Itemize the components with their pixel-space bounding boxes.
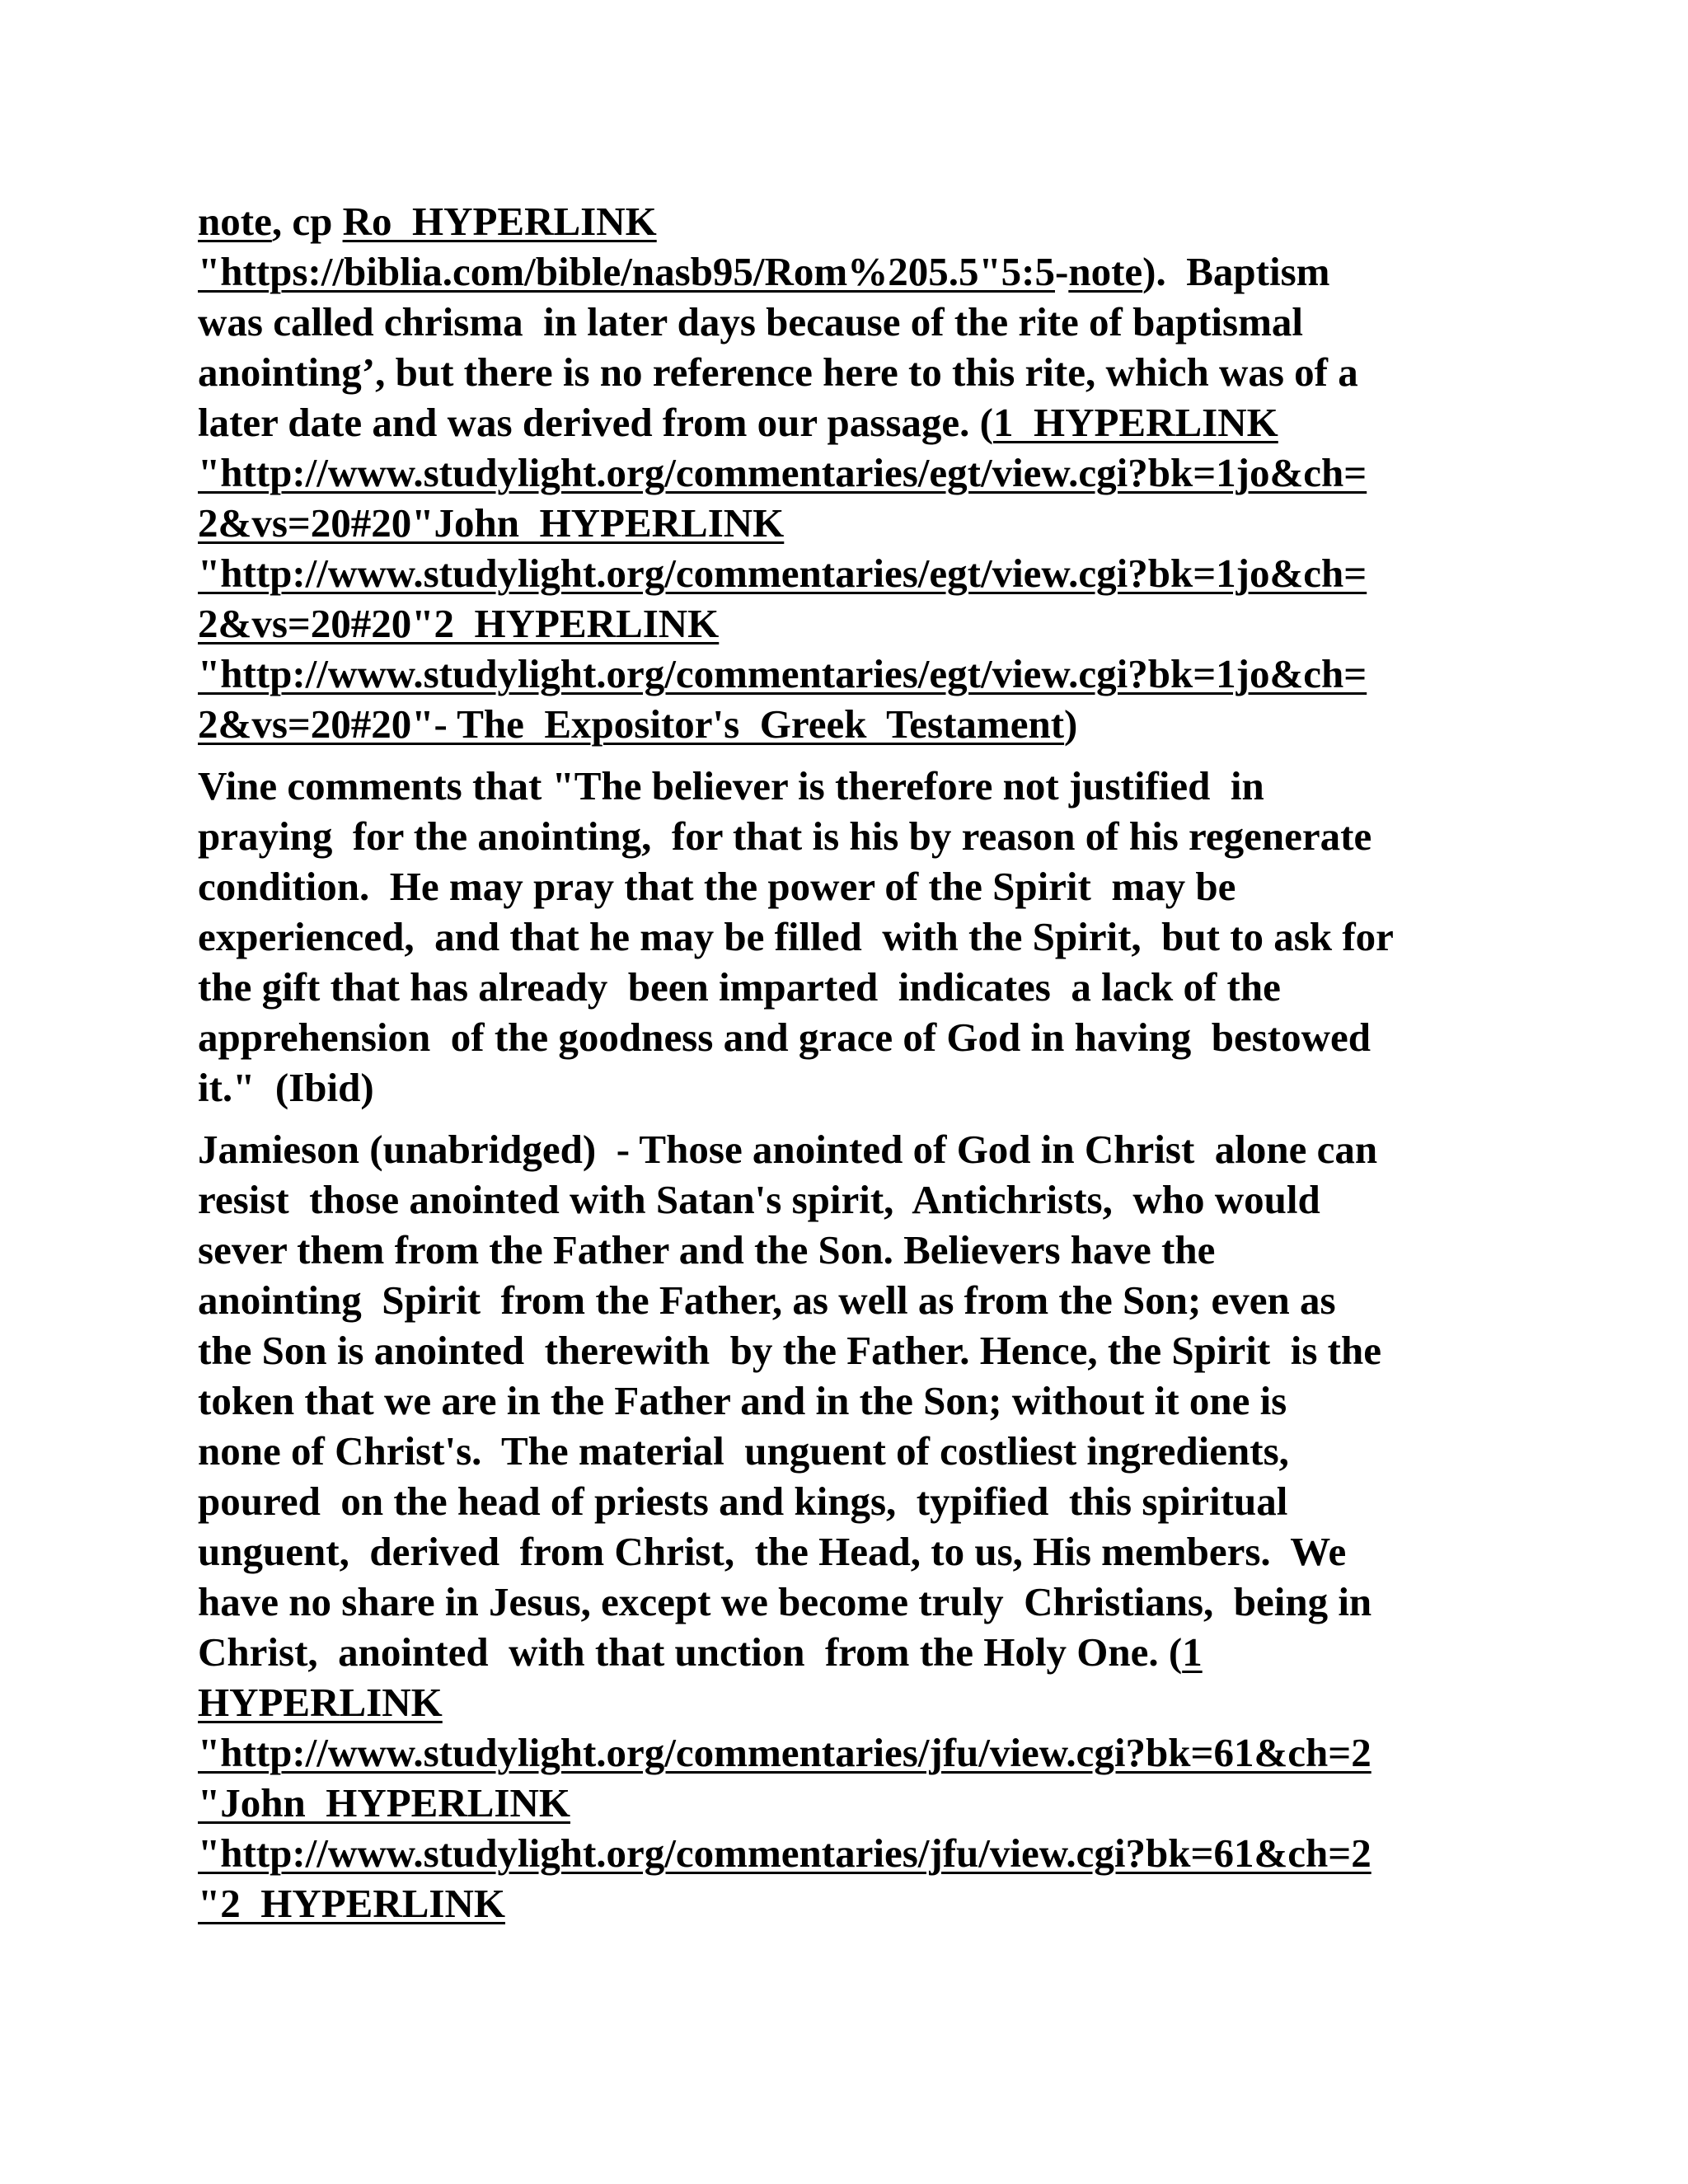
text-line: none of Christ's. The material unguent of costliest ingredients, xyxy=(198,1428,1289,1474)
note-link[interactable]: note xyxy=(1068,249,1143,294)
text-run: , cp xyxy=(271,199,343,244)
text-run: Christ, anointed with that unction from the Holy One. ( xyxy=(198,1629,1183,1675)
text-line: poured on the head of priests and kings, typified this spiritual xyxy=(198,1479,1288,1524)
text-line xyxy=(198,246,1500,297)
text-line: was called chrisma in later days because of the rite of baptismal xyxy=(198,299,1304,344)
text-line xyxy=(198,196,1500,246)
text-line: the gift that has already been imparted indicates a lack of the xyxy=(198,964,1281,1010)
hyperlink[interactable]: 2&vs=20#20"2 HYPERLINK xyxy=(198,601,720,646)
text-run: ). Baptism xyxy=(1142,249,1330,294)
text-run: - xyxy=(1054,249,1069,294)
text-line: Vine comments that "The believer is therefore not justified in xyxy=(198,763,1264,808)
text-line: sever them from the Father and the Son. Believers have the xyxy=(198,1227,1216,1272)
text-run: ) xyxy=(1064,701,1078,747)
text-line: the Son is anointed therewith by the Father. Hence, the Spirit is the xyxy=(198,1328,1381,1373)
hyperlink[interactable]: "https://biblia.com/bible/nasb95/Rom%205.5"5:5 xyxy=(198,249,1055,294)
text-line: have no share in Jesus, except we become truly Christians, being in xyxy=(198,1579,1372,1624)
text-line: it." (Ibid) xyxy=(198,1065,374,1110)
hyperlink[interactable]: "2 HYPERLINK xyxy=(198,1881,505,1926)
hyperlink[interactable]: "http://www.studylight.org/commentaries/jfu/view.cgi?bk=61&ch=2 xyxy=(198,1730,1372,1775)
text-line: condition. He may pray that the power of the Spirit may be xyxy=(198,864,1236,909)
hyperlink[interactable]: "http://www.studylight.org/commentaries/egt/view.cgi?bk=1jo&ch= xyxy=(198,651,1367,696)
hyperlink[interactable]: "http://www.studylight.org/commentaries/egt/view.cgi?bk=1jo&ch= xyxy=(198,450,1367,495)
text-line: Jamieson (unabridged) - Those anointed of God in Christ alone can xyxy=(198,1127,1378,1172)
text-line: anointing’, but there is no reference here to this rite, which was of a xyxy=(198,349,1358,395)
hyperlink[interactable]: 2&vs=20#20"John HYPERLINK xyxy=(198,500,785,546)
text-line: experienced, and that he may be filled with the Spirit, but to ask for xyxy=(198,914,1394,959)
text-line: praying for the anointing, for that is his by reason of his regenerate xyxy=(198,813,1372,859)
paragraph-vine xyxy=(198,761,1500,1113)
paragraph-spacer xyxy=(198,1113,1500,1124)
paragraph-spacer xyxy=(198,749,1500,761)
hyperlink[interactable]: 1 HYPERLINK xyxy=(993,400,1278,445)
text-line: apprehension of the goodness and grace of God in having bestowed xyxy=(198,1015,1372,1060)
hyperlink[interactable]: "http://www.studylight.org/commentaries/egt/view.cgi?bk=1jo&ch= xyxy=(198,551,1367,596)
document-page xyxy=(198,196,1500,1929)
paragraph-jamieson xyxy=(198,1124,1500,1929)
hyperlink[interactable]: "http://www.studylight.org/commentaries/jfu/view.cgi?bk=61&ch=2 xyxy=(198,1830,1372,1876)
text-line: resist those anointed with Satan's spirit, Antichrists, who would xyxy=(198,1177,1320,1222)
text-line: anointing Spirit from the Father, as well as from the Son; even as xyxy=(198,1277,1336,1323)
text-run: later date and was derived from our passage. ( xyxy=(198,400,993,445)
hyperlink[interactable]: "John HYPERLINK xyxy=(198,1780,570,1825)
hyperlink[interactable]: HYPERLINK xyxy=(198,1680,443,1725)
paragraph-egt xyxy=(198,196,1500,749)
hyperlink[interactable]: Ro HYPERLINK xyxy=(342,199,657,244)
text-line xyxy=(198,699,1500,749)
text-line xyxy=(198,1627,1500,1677)
text-line: unguent, derived from Christ, the Head, to us, His members. We xyxy=(198,1529,1347,1574)
note-link[interactable]: note xyxy=(198,199,272,244)
hyperlink[interactable]: 1 xyxy=(1182,1629,1203,1675)
text-line xyxy=(198,397,1500,448)
text-line: token that we are in the Father and in the Son; without it one is xyxy=(198,1378,1287,1423)
expositors-greek-testament-link[interactable]: 2&vs=20#20"- The Expositor's Greek Testament xyxy=(198,701,1065,747)
